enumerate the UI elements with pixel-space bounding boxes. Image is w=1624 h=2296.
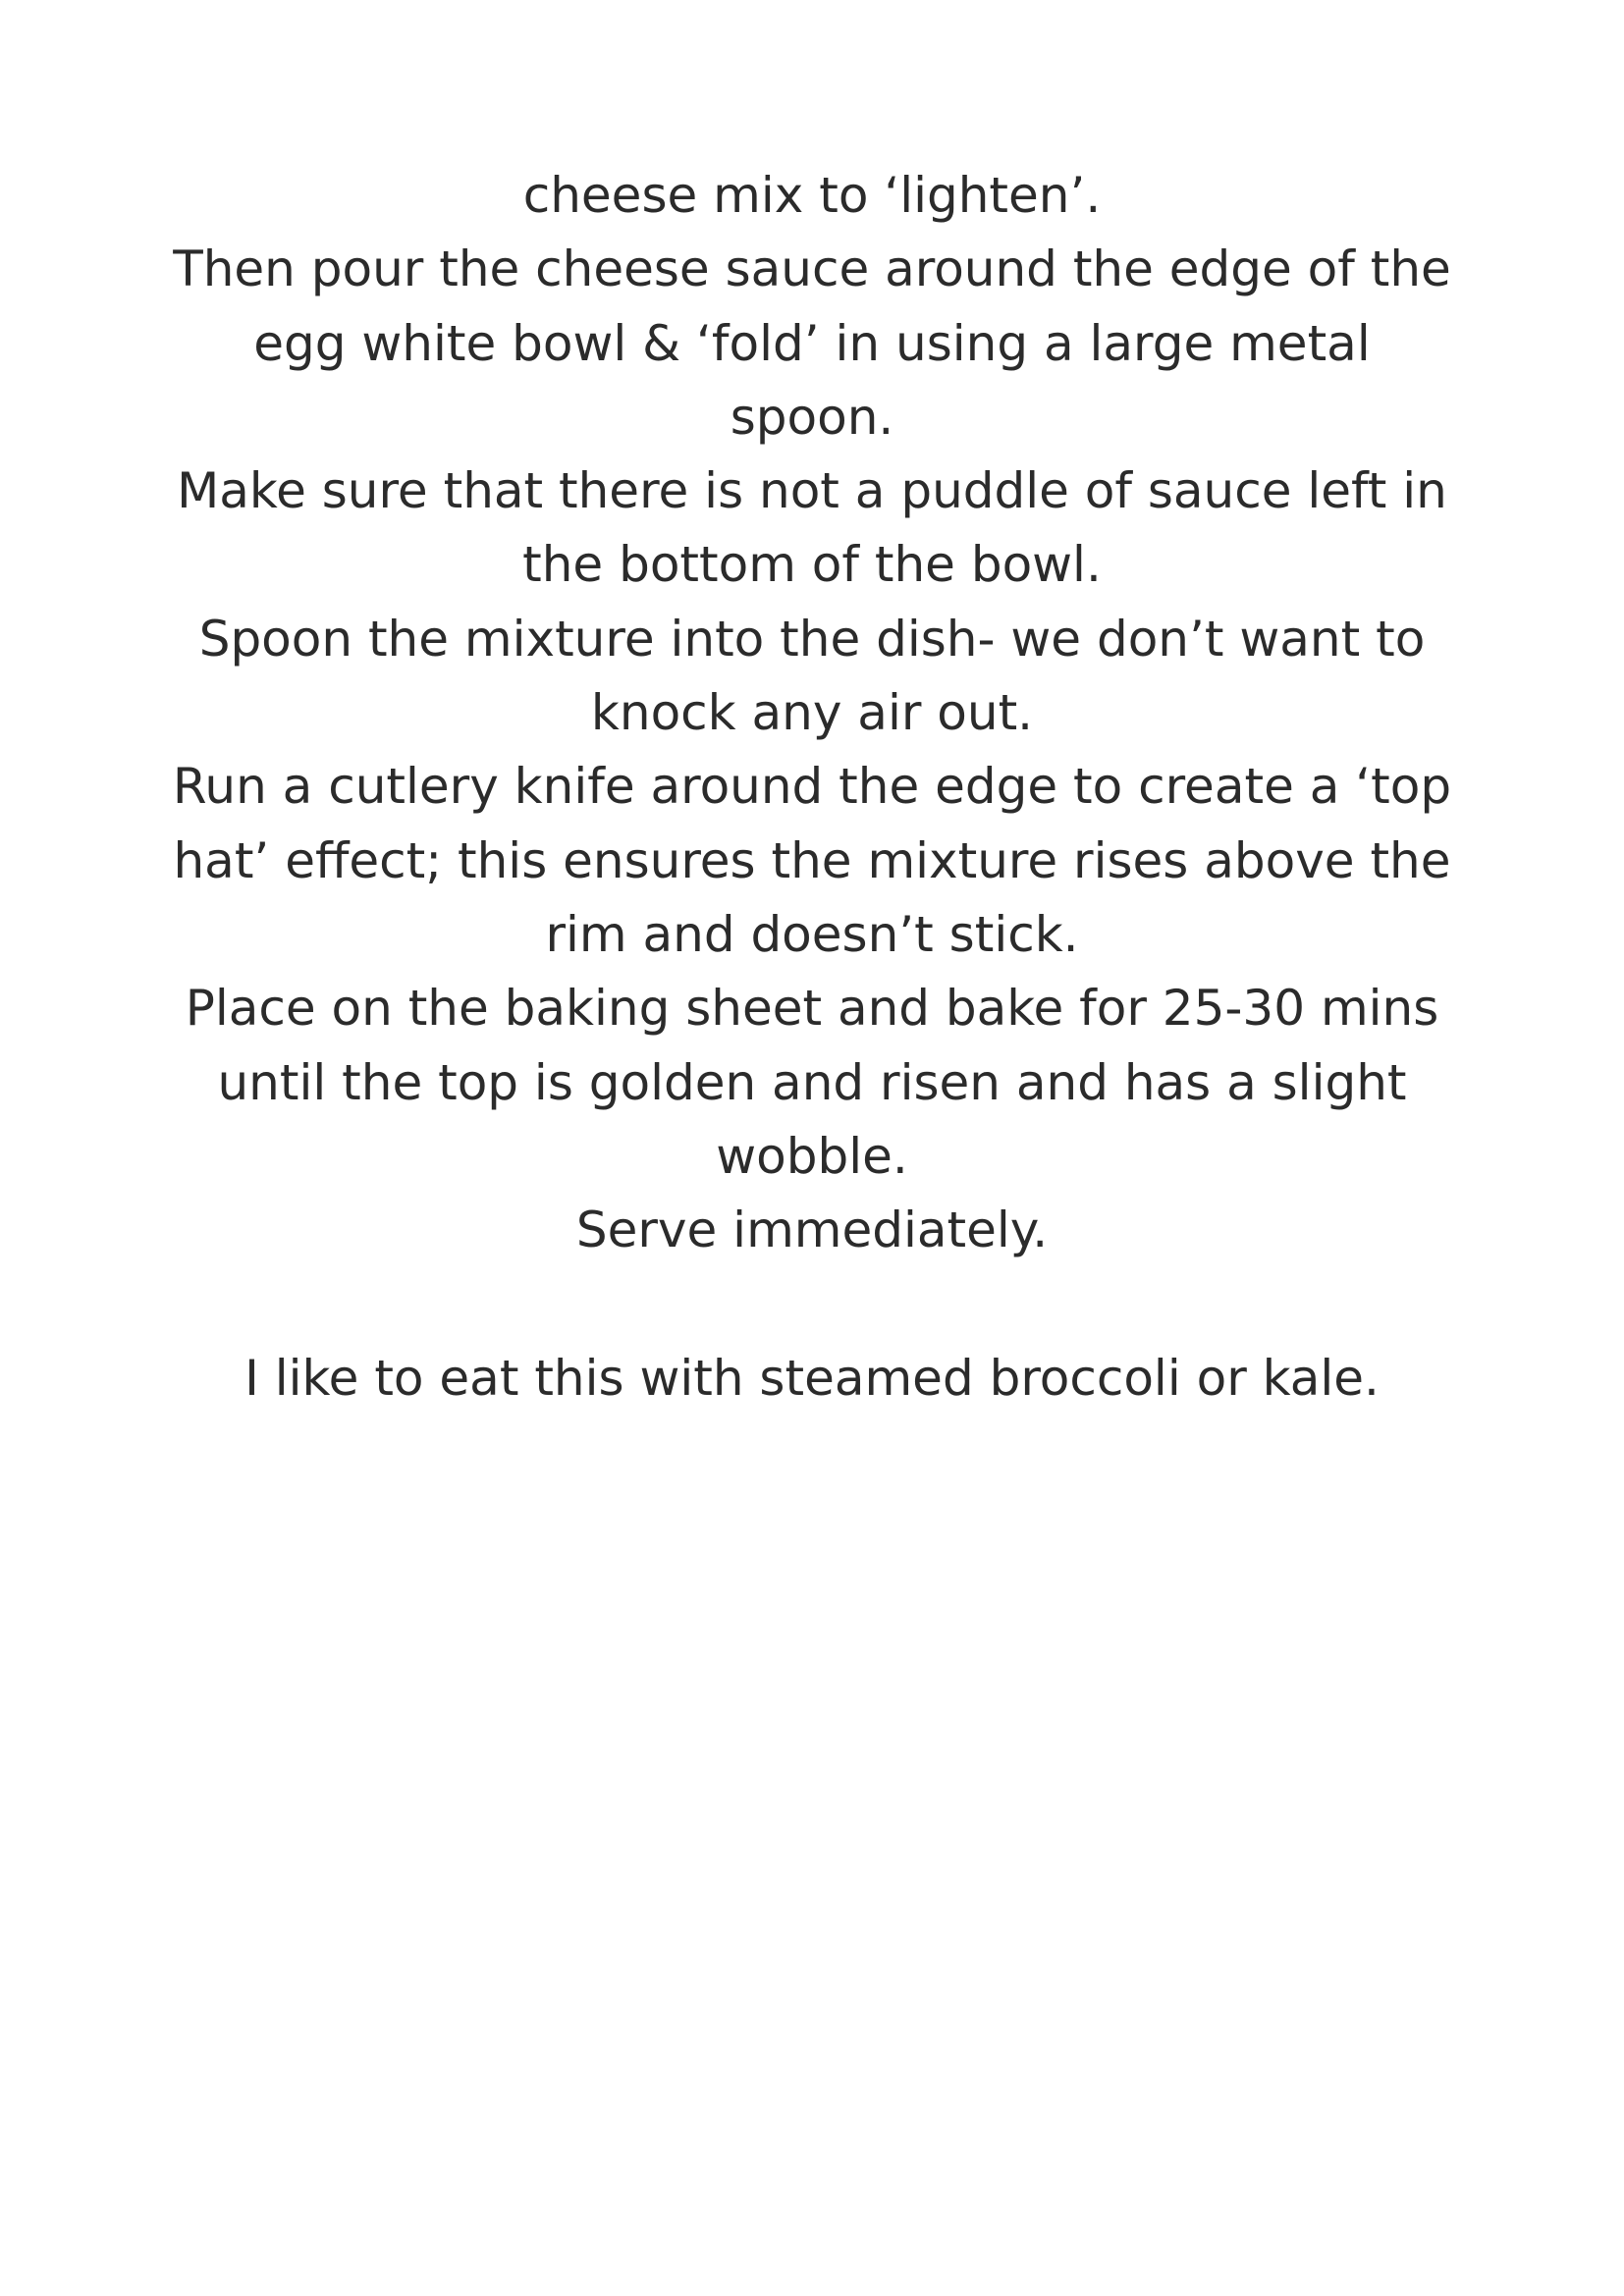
- closing-note: I like to eat this with steamed broccoli or kale.: [244, 1349, 1380, 1407]
- text-line: egg white bowl & ‘fold’ in using a large metal: [253, 314, 1371, 372]
- text-line: wobble.: [716, 1127, 908, 1185]
- recipe-method-text: [118, 159, 1506, 1415]
- paragraph-gap: [118, 1267, 1506, 1341]
- text-line: Serve immediately.: [575, 1201, 1049, 1259]
- text-line: Place on the baking sheet and bake for 25-30 mins: [185, 980, 1439, 1038]
- text-line: hat’ effect; this ensures the mixture rises above the: [173, 831, 1451, 889]
- text-line: cheese mix to ‘lighten’.: [522, 167, 1102, 224]
- text-line: Spoon the mixture into the dish- we don’t want to: [198, 610, 1426, 667]
- text-line: Then pour the cheese sauce around the edge of the: [173, 240, 1451, 298]
- text-line: knock any air out.: [590, 684, 1034, 742]
- text-line: until the top is golden and risen and has a slight: [217, 1053, 1407, 1111]
- text-line: the bottom of the bowl.: [522, 536, 1102, 594]
- text-line: spoon.: [730, 388, 894, 446]
- text-line: Run a cutlery knife around the edge to create a ‘top: [172, 758, 1452, 816]
- text-line: rim and doesn’t stick.: [545, 905, 1079, 963]
- text-line: Make sure that there is not a puddle of sauce left in: [177, 462, 1447, 520]
